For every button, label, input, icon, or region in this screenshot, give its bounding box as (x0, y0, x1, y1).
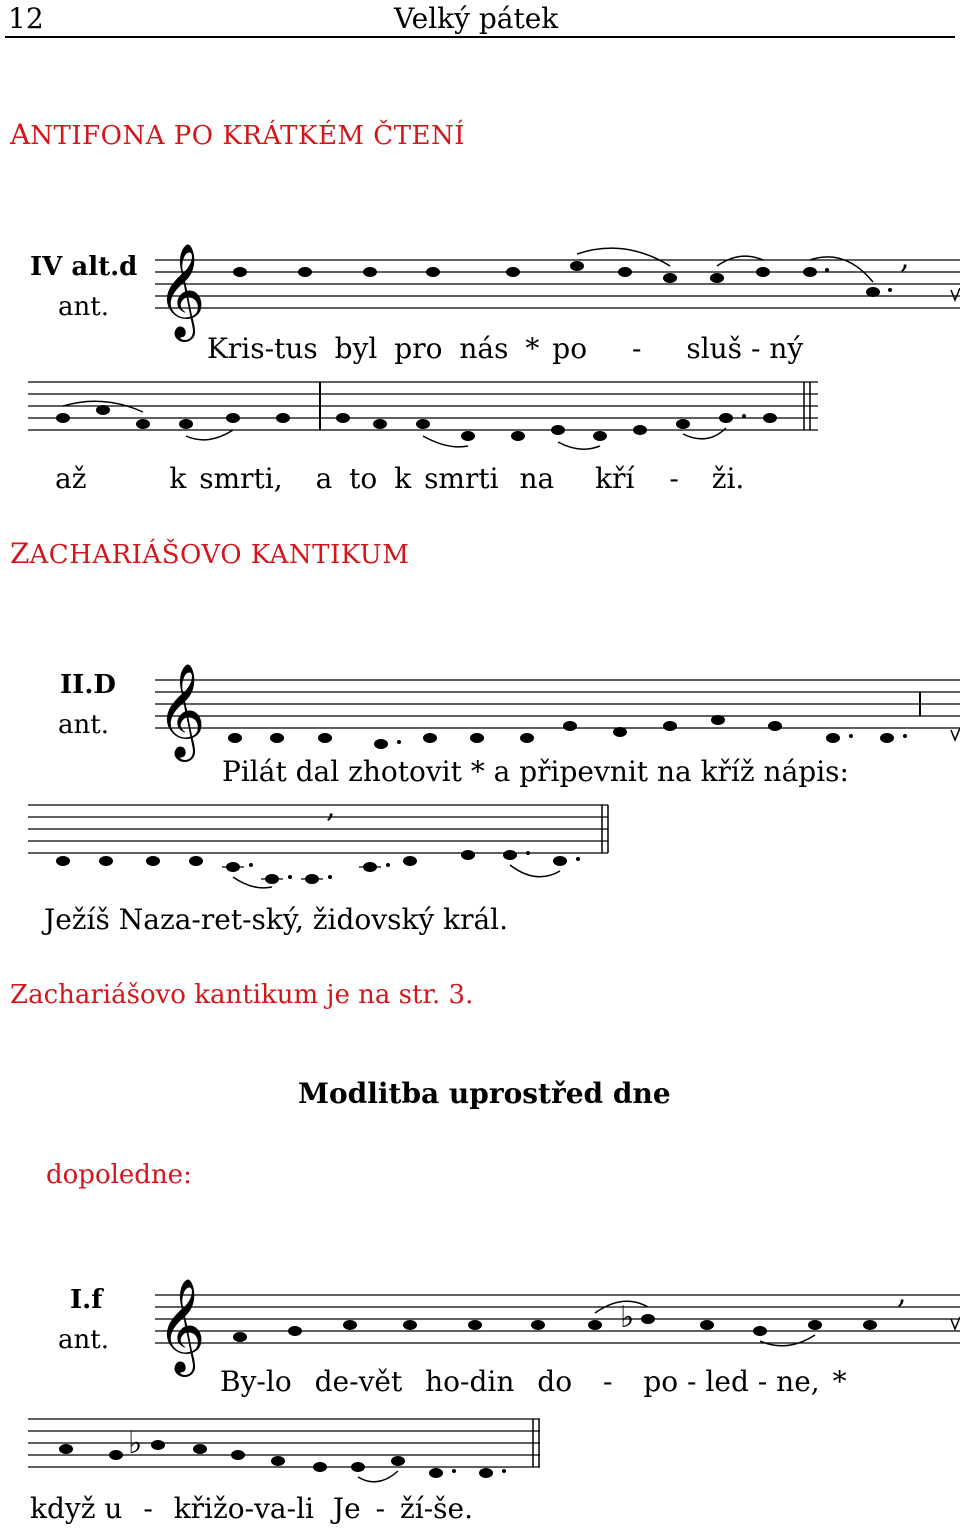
custos-icon (951, 728, 960, 740)
page-title: Velký pátek (394, 2, 559, 35)
section-heading-antifona: ANTIFONA PO KRÁTKÉM ČTENÍ (10, 118, 466, 151)
music-staff-1 (155, 230, 960, 340)
music-staff-3 (155, 650, 960, 760)
custos-icon (951, 288, 960, 300)
rubric-dopoledne: dopoledne: (46, 1160, 192, 1190)
treble-clef-icon: 𝄞 (157, 243, 206, 338)
lyrics-line-1: Kris-tus byl pro nás * po - sluš - ný (207, 332, 804, 365)
mode-label: IV alt.d (30, 252, 138, 282)
breath-mark-icon: , (326, 790, 336, 825)
page-number: 12 (8, 2, 44, 35)
music-staff-4 (28, 790, 618, 895)
music-staff-5 (155, 1265, 960, 1375)
music-staff-2 (28, 370, 818, 460)
breath-mark-icon: , (900, 241, 910, 276)
lyrics-line-4: Ježíš Naza-ret-ský, židovský král. (44, 903, 509, 936)
treble-clef-icon: 𝄞 (157, 1278, 206, 1373)
cross-reference-note: Zachariášovo kantikum je na str. 3. (10, 980, 474, 1010)
flat-icon: ♭ (620, 1300, 635, 1335)
treble-clef-icon: 𝄞 (157, 663, 206, 758)
section-heading-zachariasovo: ZACHARIÁŠOVO KANTIKUM (10, 537, 410, 570)
ant-label: ant. (58, 710, 109, 740)
lyrics-line-2: až k smrti, a to k smrti na kří - ži. (55, 462, 745, 495)
flat-icon: ♭ (128, 1426, 143, 1461)
section-heading-modlitba: Modlitba uprostřed dne (298, 1077, 671, 1110)
ant-label: ant. (58, 292, 109, 322)
music-staff-6 (28, 1405, 548, 1495)
breath-mark-icon: , (897, 1276, 907, 1311)
lyrics-line-3: Pilát dal zhotovit * a připevnit na kříž nápis: (222, 755, 849, 788)
lyrics-line-6: když u - křižo-va-li Je - ží-še. (30, 1492, 473, 1525)
mode-label: II.D (60, 670, 116, 700)
ant-label: ant. (58, 1325, 109, 1355)
notes (233, 261, 892, 297)
lyrics-line-5: By-lo de-vět ho-din do - po - led - ne, * (220, 1365, 847, 1398)
mode-label: I.f (70, 1285, 103, 1315)
header-rule (5, 36, 955, 38)
